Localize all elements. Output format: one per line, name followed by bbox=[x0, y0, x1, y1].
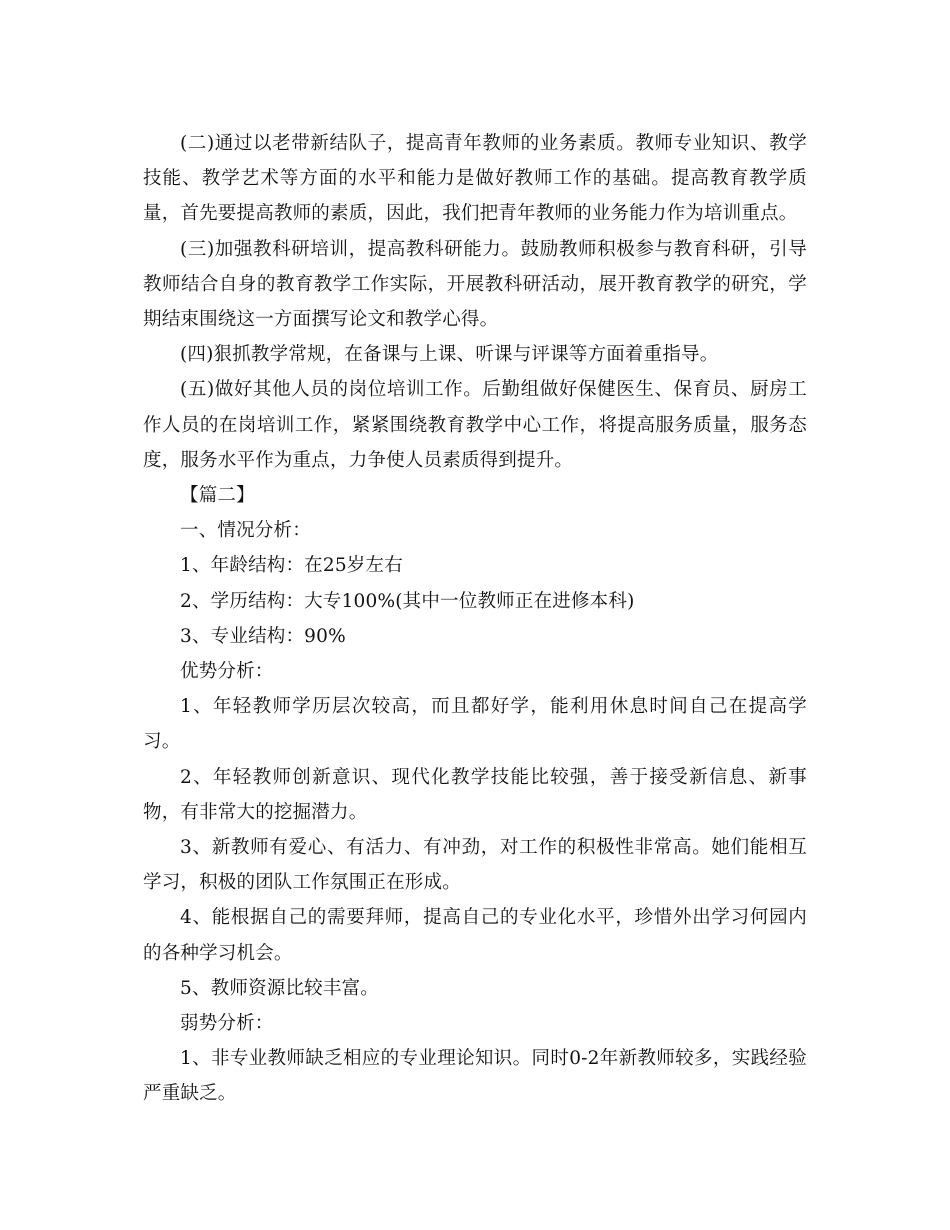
paragraph-5: (五)做好其他人员的岗位培训工作。后勤组做好保健医生、保育员、厨房工作人员的在岗培训工作，紧紧围绕教育教学中心工作，将提高服务质量，服务态度，服务水平作为重点，力争使人员素质得到提升。 bbox=[143, 379, 807, 471]
document-body bbox=[143, 126, 807, 1112]
strength-item-3: 3、新教师有爱心、有活力、有冲劲，对工作的积极性非常高。她们能相互学习，积极的团队工作氛围正在形成。 bbox=[143, 837, 807, 894]
list-item-education: 2、学历结构：大专100%(其中一位教师正在进修本科) bbox=[180, 590, 635, 612]
paragraph-3: (三)加强教科研培训，提高教科研能力。鼓励教师积极参与教育科研，引导教师结合自身的教育教学工作实际，开展教科研活动，展开教育教学的研究，学期结束围绕这一方面撰写论文和教学心得。 bbox=[143, 238, 807, 331]
list-item-major: 3、专业结构：90% bbox=[180, 625, 346, 647]
strength-item-1: 1、年轻教师学历层次较高，而且都好学，能利用休息时间自己在提高学习。 bbox=[143, 696, 807, 753]
strength-item-5: 5、教师资源比较丰富。 bbox=[180, 977, 379, 999]
subheading-weaknesses: 弱势分析： bbox=[180, 1013, 274, 1035]
subheading-strengths: 优势分析： bbox=[180, 661, 274, 683]
paragraph-2: (二)通过以老带新结队子，提高青年教师的业务素质。教师专业知识、教学技能、教学艺术等方面的水平和能力是做好教师工作的基础。提高教育教学质量，首先要提高教师的素质，因此，我们把青年教师的业务能力作为培训重点。 bbox=[143, 133, 807, 225]
list-item-age: 1、年龄结构：在25岁左右 bbox=[180, 555, 403, 577]
section-heading-part-two: 【篇二】 bbox=[180, 485, 255, 507]
subheading-situation-analysis: 一、情况分析： bbox=[180, 520, 311, 542]
paragraph-4: (四)狠抓教学常规，在备课与上课、听课与评课等方面着重指导。 bbox=[180, 344, 719, 366]
strength-item-4: 4、能根据自己的需要拜师，提高自己的专业化水平，珍惜外出学习何园内的各种学习机会。 bbox=[143, 907, 807, 964]
weakness-item-1: 1、非专业教师缺乏相应的专业理论知识。同时0-2年新教师较多，实践经验严重缺乏。 bbox=[143, 1048, 807, 1105]
strength-item-2: 2、年轻教师创新意识、现代化教学技能比较强，善于接受新信息、新事物，有非常大的挖掘潜力。 bbox=[143, 766, 807, 823]
